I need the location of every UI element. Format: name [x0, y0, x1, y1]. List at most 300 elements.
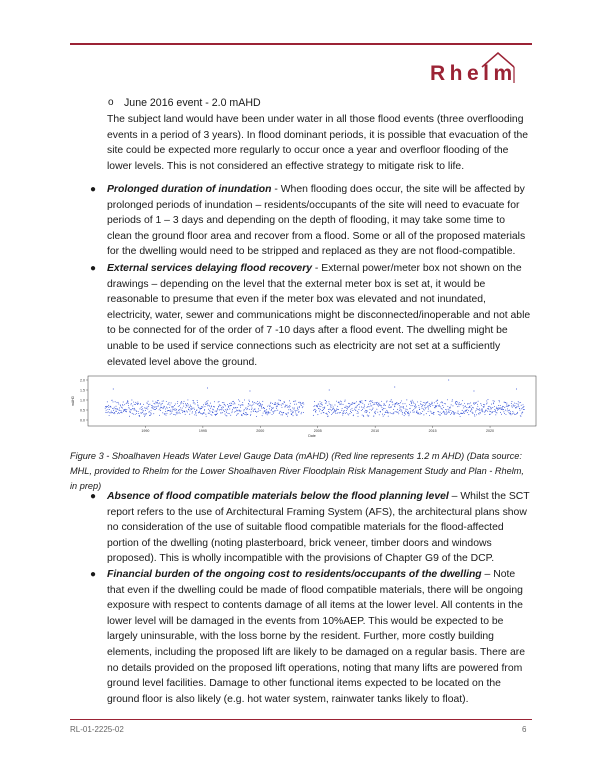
- data-point: [297, 407, 298, 408]
- data-point: [458, 406, 459, 407]
- data-point: [494, 401, 495, 402]
- data-point: [346, 410, 347, 411]
- data-point: [491, 409, 492, 410]
- data-point: [419, 409, 420, 410]
- data-point: [463, 405, 464, 406]
- data-point: [488, 399, 489, 400]
- data-point: [477, 404, 478, 405]
- data-point: [405, 403, 406, 404]
- data-point: [120, 405, 121, 406]
- data-point: [224, 411, 225, 412]
- data-point: [123, 411, 124, 412]
- bullet-sep: -: [271, 184, 281, 195]
- data-point: [151, 413, 152, 414]
- data-point: [190, 406, 191, 407]
- data-point: [512, 411, 513, 412]
- data-point: [323, 409, 324, 410]
- data-point: [507, 410, 508, 411]
- data-point: [466, 407, 467, 408]
- data-point: [134, 404, 135, 405]
- data-point: [465, 410, 466, 411]
- data-point: [122, 412, 123, 413]
- data-point: [248, 403, 249, 404]
- data-point: [223, 402, 224, 403]
- data-point: [375, 413, 376, 414]
- data-point: [149, 404, 150, 405]
- data-point: [523, 409, 524, 410]
- data-point: [302, 406, 303, 407]
- data-point: [124, 404, 125, 405]
- data-point: [486, 410, 487, 411]
- data-point: [363, 416, 364, 417]
- data-point: [153, 408, 154, 409]
- data-point: [319, 406, 320, 407]
- data-point: [155, 409, 156, 410]
- outlier-point: [473, 391, 474, 392]
- data-point: [468, 410, 469, 411]
- data-point: [399, 408, 400, 409]
- data-point: [490, 407, 491, 408]
- data-point: [260, 410, 261, 411]
- data-point: [390, 412, 391, 413]
- data-point: [356, 406, 357, 407]
- data-point: [205, 404, 206, 405]
- data-point: [184, 401, 185, 402]
- data-point: [459, 414, 460, 415]
- data-point: [188, 409, 189, 410]
- data-point: [158, 400, 159, 401]
- data-point: [119, 408, 120, 409]
- data-point: [241, 404, 242, 405]
- data-point: [225, 409, 226, 410]
- data-point: [244, 409, 245, 410]
- data-point: [207, 405, 208, 406]
- data-point: [221, 409, 222, 410]
- data-point: [314, 406, 315, 407]
- data-point: [184, 411, 185, 412]
- data-point: [516, 407, 517, 408]
- data-point: [112, 412, 113, 413]
- data-point: [337, 406, 338, 407]
- data-point: [138, 411, 139, 412]
- data-point: [498, 409, 499, 410]
- data-point: [105, 408, 106, 409]
- data-point: [478, 409, 479, 410]
- data-point: [250, 414, 251, 415]
- data-point: [108, 405, 109, 406]
- data-point: [170, 414, 171, 415]
- data-point: [471, 405, 472, 406]
- data-point: [417, 401, 418, 402]
- data-point: [179, 412, 180, 413]
- data-point: [440, 406, 441, 407]
- data-point: [245, 414, 246, 415]
- data-point: [461, 413, 462, 414]
- data-point: [442, 405, 443, 406]
- rhelm-logo: [430, 47, 534, 87]
- data-point: [249, 400, 250, 401]
- data-point: [165, 409, 166, 410]
- data-point: [280, 411, 281, 412]
- data-point: [412, 410, 413, 411]
- data-point: [349, 406, 350, 407]
- data-point: [145, 414, 146, 415]
- data-point: [106, 410, 107, 411]
- data-point: [295, 410, 296, 411]
- data-point: [289, 400, 290, 401]
- data-point: [431, 403, 432, 404]
- data-point: [352, 402, 353, 403]
- data-point: [425, 408, 426, 409]
- data-point: [386, 402, 387, 403]
- data-point: [168, 410, 169, 411]
- data-point: [399, 403, 400, 404]
- data-point: [430, 411, 431, 412]
- data-point: [315, 412, 316, 413]
- data-point: [347, 406, 348, 407]
- data-point: [368, 404, 369, 405]
- data-point: [348, 414, 349, 415]
- data-point: [199, 412, 200, 413]
- data-point: [115, 408, 116, 409]
- data-point: [314, 405, 315, 406]
- data-point: [202, 414, 203, 415]
- data-point: [350, 409, 351, 410]
- data-point: [388, 416, 389, 417]
- data-point: [205, 414, 206, 415]
- data-point: [210, 414, 211, 415]
- data-point: [328, 409, 329, 410]
- data-point: [519, 402, 520, 403]
- data-point: [231, 405, 232, 406]
- data-point: [404, 413, 405, 414]
- data-point: [467, 403, 468, 404]
- data-point: [221, 407, 222, 408]
- data-point: [496, 408, 497, 409]
- data-point: [169, 407, 170, 408]
- data-point: [318, 404, 319, 405]
- data-point: [264, 408, 265, 409]
- data-point: [453, 411, 454, 412]
- data-point: [467, 412, 468, 413]
- data-point: [457, 406, 458, 407]
- data-point: [353, 415, 354, 416]
- data-point: [206, 404, 207, 405]
- data-point: [143, 404, 144, 405]
- data-point: [298, 409, 299, 410]
- data-point: [484, 404, 485, 405]
- data-point: [131, 409, 132, 410]
- data-point: [234, 412, 235, 413]
- data-point: [252, 402, 253, 403]
- data-point: [363, 407, 364, 408]
- data-point: [247, 408, 248, 409]
- data-point: [341, 404, 342, 405]
- data-point: [170, 411, 171, 412]
- data-point: [180, 407, 181, 408]
- data-point: [517, 404, 518, 405]
- data-point: [317, 406, 318, 407]
- data-point: [203, 404, 204, 405]
- data-point: [340, 412, 341, 413]
- data-point: [391, 413, 392, 414]
- data-point: [507, 408, 508, 409]
- data-point: [346, 412, 347, 413]
- data-point: [447, 399, 448, 400]
- data-point: [173, 409, 174, 410]
- data-point: [374, 412, 375, 413]
- data-point: [476, 408, 477, 409]
- data-point: [432, 405, 433, 406]
- data-point: [287, 416, 288, 417]
- data-point: [338, 402, 339, 403]
- data-point: [494, 411, 495, 412]
- data-point: [429, 415, 430, 416]
- data-point: [367, 407, 368, 408]
- data-point: [288, 409, 289, 410]
- data-point: [265, 411, 266, 412]
- data-point: [470, 402, 471, 403]
- data-point: [340, 404, 341, 405]
- data-point: [357, 411, 358, 412]
- data-point: [401, 400, 402, 401]
- data-point: [391, 399, 392, 400]
- data-point: [292, 412, 293, 413]
- data-point: [274, 404, 275, 405]
- data-point: [107, 401, 108, 402]
- data-point: [193, 408, 194, 409]
- data-point: [175, 410, 176, 411]
- data-point: [116, 411, 117, 412]
- data-point: [401, 410, 402, 411]
- data-point: [324, 407, 325, 408]
- data-point: [201, 408, 202, 409]
- data-point: [130, 411, 131, 412]
- data-point: [261, 407, 262, 408]
- y-axis-label: mAHD: [71, 396, 75, 406]
- data-point: [483, 407, 484, 408]
- data-point: [430, 406, 431, 407]
- data-point: [333, 408, 334, 409]
- data-point: [413, 412, 414, 413]
- data-point: [386, 410, 387, 411]
- data-point: [123, 402, 124, 403]
- data-point: [517, 406, 518, 407]
- data-point: [478, 401, 479, 402]
- data-point: [253, 404, 254, 405]
- data-point: [504, 413, 505, 414]
- data-point: [403, 406, 404, 407]
- data-point: [377, 412, 378, 413]
- data-point: [462, 413, 463, 414]
- data-point: [490, 414, 491, 415]
- outlier-point: [329, 390, 330, 391]
- data-point: [301, 405, 302, 406]
- data-point: [334, 404, 335, 405]
- data-point: [250, 415, 251, 416]
- data-point: [357, 405, 358, 406]
- data-point: [488, 406, 489, 407]
- bullet-financial-burden: [90, 567, 532, 707]
- data-point: [384, 403, 385, 404]
- data-point: [382, 407, 383, 408]
- data-point: [167, 408, 168, 409]
- data-point: [135, 402, 136, 403]
- data-point: [219, 401, 220, 402]
- data-point: [475, 403, 476, 404]
- data-point: [134, 408, 135, 409]
- data-point: [392, 404, 393, 405]
- data-point: [279, 404, 280, 405]
- data-point: [375, 411, 376, 412]
- data-point: [415, 407, 416, 408]
- data-point: [456, 404, 457, 405]
- data-point: [210, 408, 211, 409]
- data-point: [419, 407, 420, 408]
- data-point: [145, 410, 146, 411]
- data-point: [189, 414, 190, 415]
- data-point: [293, 412, 294, 413]
- data-point: [500, 407, 501, 408]
- data-point: [370, 403, 371, 404]
- data-point: [172, 406, 173, 407]
- data-point: [413, 409, 414, 410]
- data-point: [131, 400, 132, 401]
- data-point: [335, 411, 336, 412]
- data-point: [421, 404, 422, 405]
- data-point: [339, 402, 340, 403]
- data-point: [320, 403, 321, 404]
- data-point: [237, 407, 238, 408]
- data-point: [181, 401, 182, 402]
- data-point: [191, 406, 192, 407]
- data-point: [296, 410, 297, 411]
- data-point: [176, 413, 177, 414]
- data-point: [130, 409, 131, 410]
- data-point: [357, 413, 358, 414]
- data-point: [519, 408, 520, 409]
- data-point: [400, 402, 401, 403]
- data-point: [178, 406, 179, 407]
- data-point: [472, 407, 473, 408]
- data-point: [465, 411, 466, 412]
- data-point: [222, 402, 223, 403]
- data-point: [446, 411, 447, 412]
- data-point: [251, 405, 252, 406]
- data-point: [377, 402, 378, 403]
- data-point: [133, 408, 134, 409]
- data-point: [196, 409, 197, 410]
- data-point: [410, 408, 411, 409]
- figure-caption: Figure 3 - Shoalhaven Heads Water Level Gauge Data (mAHD) (Red line represents 1.2 m AHD) (Data source: MHL, provided to Rhelm for the Lower Shoalhaven River Floodplain Risk Management Study and Plan - Rhelm, in prep): [70, 451, 524, 491]
- outlier-point: [207, 388, 208, 389]
- data-point: [503, 411, 504, 412]
- data-point: [373, 404, 374, 405]
- data-point: [281, 407, 282, 408]
- data-point: [433, 414, 434, 415]
- data-point: [342, 413, 343, 414]
- data-point: [326, 413, 327, 414]
- data-point: [139, 416, 140, 417]
- data-point: [482, 410, 483, 411]
- data-point: [423, 402, 424, 403]
- data-point: [382, 410, 383, 411]
- data-point: [218, 406, 219, 407]
- data-point: [262, 401, 263, 402]
- data-point: [296, 414, 297, 415]
- data-point: [238, 399, 239, 400]
- data-point: [270, 406, 271, 407]
- data-point: [479, 408, 480, 409]
- data-point: [222, 408, 223, 409]
- data-point: [277, 406, 278, 407]
- data-point: [522, 412, 523, 413]
- data-point: [383, 416, 384, 417]
- data-point: [439, 405, 440, 406]
- data-point: [240, 407, 241, 408]
- data-point: [217, 408, 218, 409]
- data-point: [174, 414, 175, 415]
- data-point: [158, 405, 159, 406]
- data-point: [147, 403, 148, 404]
- data-point: [228, 407, 229, 408]
- data-point: [329, 403, 330, 404]
- data-point: [520, 416, 521, 417]
- data-point: [231, 403, 232, 404]
- data-point: [414, 408, 415, 409]
- data-point: [349, 413, 350, 414]
- data-point: [397, 412, 398, 413]
- data-point: [418, 413, 419, 414]
- data-point: [138, 403, 139, 404]
- data-point: [395, 411, 396, 412]
- data-point: [230, 405, 231, 406]
- data-point: [258, 403, 259, 404]
- data-point: [384, 404, 385, 405]
- data-point: [172, 409, 173, 410]
- data-point: [198, 407, 199, 408]
- data-point: [438, 405, 439, 406]
- data-point: [286, 405, 287, 406]
- data-point: [424, 410, 425, 411]
- data-point: [177, 412, 178, 413]
- data-point: [415, 404, 416, 405]
- data-point: [448, 409, 449, 410]
- data-point: [315, 409, 316, 410]
- data-point: [338, 409, 339, 410]
- data-point: [441, 413, 442, 414]
- data-point: [372, 402, 373, 403]
- data-point: [299, 411, 300, 412]
- data-point: [234, 408, 235, 409]
- data-point: [266, 409, 267, 410]
- circle-bullet-icon: o: [108, 97, 114, 108]
- data-point: [416, 411, 417, 412]
- data-point: [263, 413, 264, 414]
- data-point: [110, 412, 111, 413]
- data-point: [504, 402, 505, 403]
- data-point: [113, 410, 114, 411]
- data-point: [119, 410, 120, 411]
- data-point: [237, 410, 238, 411]
- data-point: [323, 407, 324, 408]
- data-point: [480, 412, 481, 413]
- data-point: [418, 413, 419, 414]
- data-point: [521, 413, 522, 414]
- data-point: [365, 410, 366, 411]
- data-point: [268, 413, 269, 414]
- page-number: 6: [522, 725, 527, 734]
